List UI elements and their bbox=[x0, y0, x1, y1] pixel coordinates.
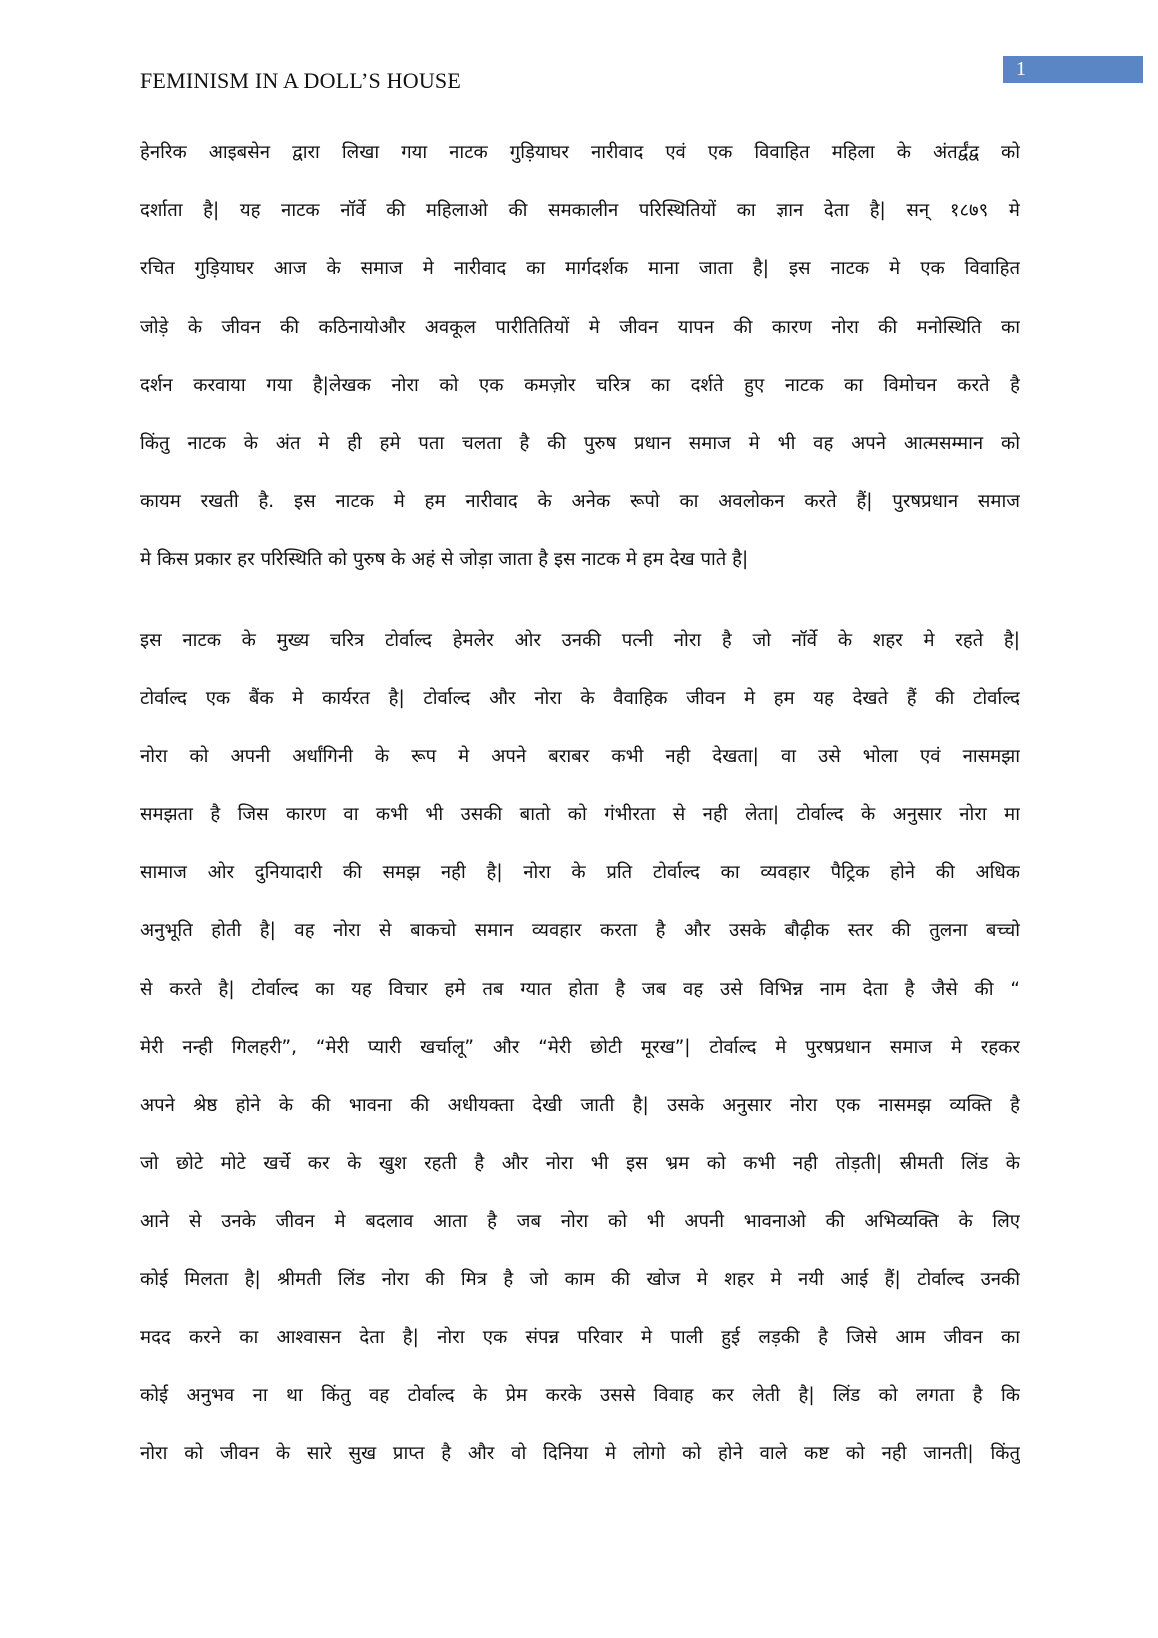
paragraph-line: से करते है| टोर्वाल्द का यह विचार हमे तब ग्यात होता है जब वह उसे विभिन्न नाम देता है जैसे की “ bbox=[140, 978, 1020, 1000]
paragraph-line: कायम रखती है. इस नाटक मे हम नारीवाद के अनेक रूपो का अवलोकन करते हैं| पुरषप्रधान समाज bbox=[140, 491, 1020, 513]
running-header-title: FEMINISM IN A DOLL’S HOUSE bbox=[140, 68, 461, 93]
paragraph-line: मेरी नन्ही गिलहरी”, “मेरी प्यारी खर्चालू” और “मेरी छोटी मूरख”| टोर्वाल्द मे पुरषप्रधान समाज मे रहकर bbox=[140, 1036, 1020, 1058]
paragraph-line: नोरा को अपनी अर्धांगिनी के रूप मे अपने बराबर कभी नही देखता| वा उसे भोला एवं नासमझा bbox=[140, 746, 1020, 768]
paragraph-line: अपने श्रेष्ठ होने के की भावना की अधीयक्ता देखी जाती है| उसके अनुसार नोरा एक नासमझ व्यक्ति है bbox=[140, 1094, 1020, 1116]
paragraph-line: जोड़े के जीवन की कठिनायोऔर अवकूल पारीतितियों मे जीवन यापन की कारण नोरा की मनोस्थिति का bbox=[140, 316, 1020, 338]
paragraph-line: इस नाटक के मुख्य चरित्र टोर्वाल्द हेमलेर ओर उनकी पत्नी नोरा है जो नॉर्वे के शहर मे रहते है| bbox=[140, 630, 1020, 651]
paragraph-line: टोर्वाल्द एक बैंक मे कार्यरत है| टोर्वाल्द और नोरा के वैवाहिक जीवन मे हम यह देखते हैं की टोर्वाल्द bbox=[140, 688, 1020, 710]
paragraph-line: कोई अनुभव ना था किंतु वह टोर्वाल्द के प्रेम करके उससे विवाह कर लेती है| लिंड को लगता है कि bbox=[140, 1385, 1020, 1407]
paragraph-1 bbox=[140, 133, 1020, 599]
paragraph-line: कोई मिलता है| श्रीमती लिंड नोरा की मित्र है जो काम की खोज मे शहर मे नयी आई हैं| टोर्वाल्द उनकी bbox=[140, 1269, 1020, 1291]
paragraph-line: मे किस प्रकार हर परिस्थिति को पुरुष के अहं से जोड़ा जाता है इस नाटक मे हम देख पाते है| bbox=[140, 549, 749, 571]
paragraph-line: नोरा को जीवन के सारे सुख प्राप्त है और वो दिनिया मे लोगो को होने वाले कष्ट को नही जानती| किंतु bbox=[140, 1443, 1020, 1465]
paragraph-line: रचित गुड़ियाघर आज के समाज मे नारीवाद का मार्गदर्शक माना जाता है| इस नाटक मे एक विवाहित bbox=[140, 258, 1020, 280]
paragraph-line: समझता है जिस कारण वा कभी भी उसकी बातो को गंभीरता से नही लेता| टोर्वाल्द के अनुसार नोरा मा bbox=[140, 804, 1020, 826]
paragraph-line: दर्शन करवाया गया है|लेखक नोरा को एक कमज़ोर चरित्र का दर्शते हुए नाटक का विमोचन करते है bbox=[140, 374, 1020, 396]
paragraph-line: मदद करने का आश्वासन देता है| नोरा एक संपन्न परिवार मे पाली हुई लड़की है जिसे आम जीवन का bbox=[140, 1327, 1020, 1349]
paragraph-line: दर्शाता है| यह नाटक नॉर्वे की महिलाओ की समकालीन परिस्थितियों का ज्ञान देता है| सन् १८७९ मे bbox=[140, 200, 1020, 222]
paragraph-line: अनुभूति होती है| वह नोरा से बाकचो समान व्यवहार करता है और उसके बौढ़ीक स्तर की तुलना बच्चो bbox=[140, 920, 1020, 942]
paragraph-line: हेनरिक आइबसेन द्वारा लिखा गया नाटक गुड़ियाघर नारीवाद एवं एक विवाहित महिला के अंतर्द्वंद्व को bbox=[140, 142, 1020, 163]
paragraph-line: आने से उनके जीवन मे बदलाव आता है जब नोरा को भी अपनी भावनाओ की अभिव्यक्ति के लिए bbox=[140, 1210, 1020, 1232]
paragraph-line: जो छोटे मोटे खर्चे कर के खुश रहती है और नोरा भी इस भ्रम को कभी नही तोड़ती| स्रीमती लिंड के bbox=[140, 1152, 1020, 1174]
paragraph-2 bbox=[140, 621, 1020, 1492]
paragraph-line: किंतु नाटक के अंत मे ही हमे पता चलता है की पुरुष प्रधान समाज मे भी वह अपने आत्मसम्मान को bbox=[140, 432, 1020, 454]
page-number: 1 bbox=[1016, 58, 1026, 80]
paragraph-line: सामाज ओर दुनियादारी की समझ नही है| नोरा के प्रति टोर्वाल्द का व्यवहार पैट्रिक होने की अधिक bbox=[140, 862, 1020, 884]
